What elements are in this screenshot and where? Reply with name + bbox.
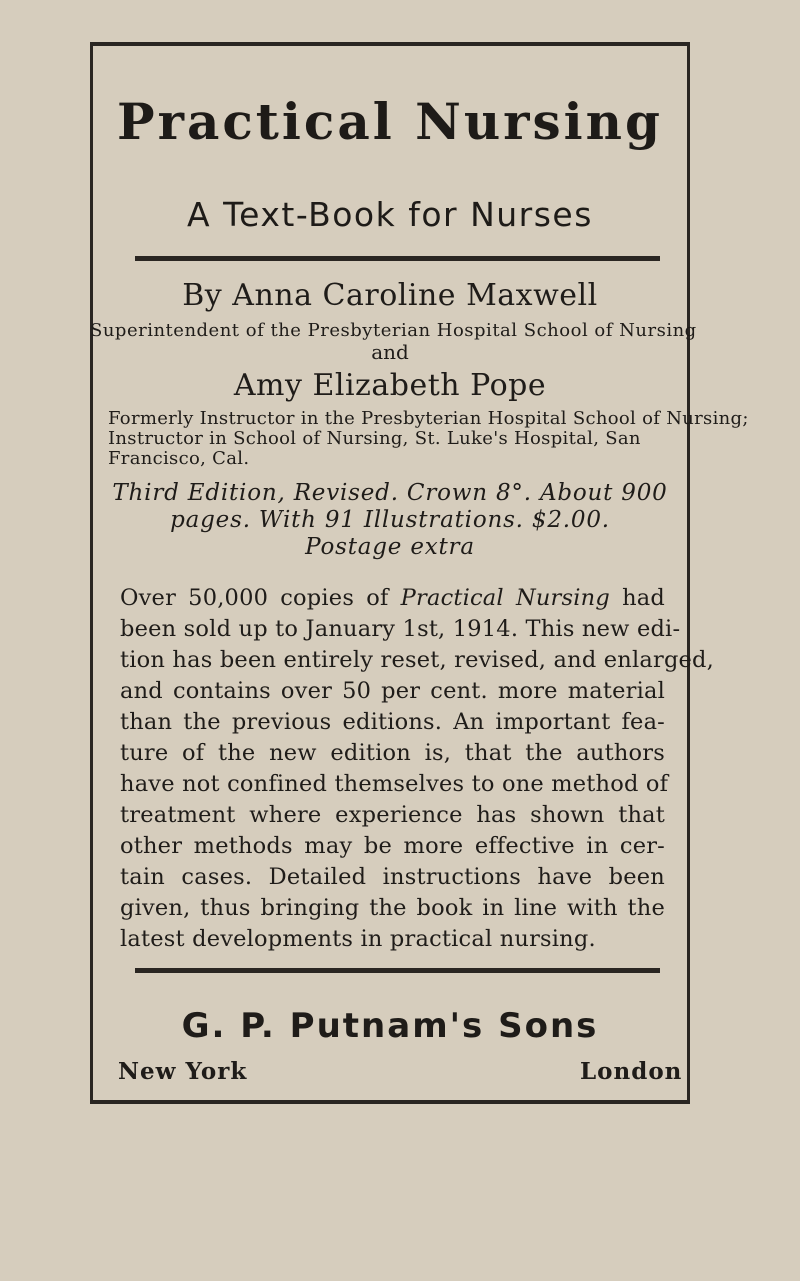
description-line: ture of the new edition is, that the authors (120, 740, 665, 766)
publisher-name: G. P. Putnam's Sons (181, 1006, 599, 1046)
description-line: given, thus bringing the book in line with the (120, 895, 665, 921)
edition-info-line: pages. With 91 Illustrations. $2.00. (170, 507, 610, 533)
author1-role: Superintendent of the Presbyterian Hospital School of Nursing (90, 320, 697, 341)
city-london: London (580, 1058, 683, 1085)
description-line: other methods may be more effective in cer- (120, 833, 665, 859)
author2-role-line: Formerly Instructor in the Presbyterian Hospital School of Nursing; (108, 408, 749, 429)
book-title-reference: Practical Nursing (400, 585, 610, 611)
divider-bottom (135, 968, 660, 973)
edition-info-line: Postage extra (305, 534, 475, 560)
description-line: treatment where experience has shown that (120, 802, 665, 828)
city-new-york: New York (118, 1058, 248, 1085)
description-line: Over 50,000 copies of Practical Nursing had (120, 585, 666, 611)
book-subtitle: A Text-Book for Nurses (187, 195, 593, 234)
divider-top (135, 256, 660, 261)
conjunction: and (371, 340, 409, 364)
author2-name: Amy Elizabeth Pope (233, 368, 547, 403)
description-line: and contains over 50 per cent. more material (120, 678, 665, 704)
book-title: Practical Nursing (117, 92, 663, 151)
description-paragraph (120, 583, 715, 955)
description-line: than the previous editions. An important fea- (120, 709, 665, 735)
description-line: latest developments in practical nursing. (120, 926, 596, 952)
description-line: tion has been entirely reset, revised, and enlarged, (120, 647, 715, 673)
description-line: have not confined themselves to one method of (120, 771, 669, 797)
edition-info-line: Third Edition, Revised. Crown 8°. About 900 (112, 480, 668, 506)
author2-role-line: Francisco, Cal. (108, 448, 250, 469)
description-line: tain cases. Detailed instructions have been (120, 864, 665, 890)
author2-role-line: Instructor in School of Nursing, St. Luke's Hospital, San (108, 428, 641, 449)
description-line: been sold up to January 1st, 1914. This new edi- (120, 616, 681, 642)
author1-name: By Anna Caroline Maxwell (182, 278, 598, 313)
